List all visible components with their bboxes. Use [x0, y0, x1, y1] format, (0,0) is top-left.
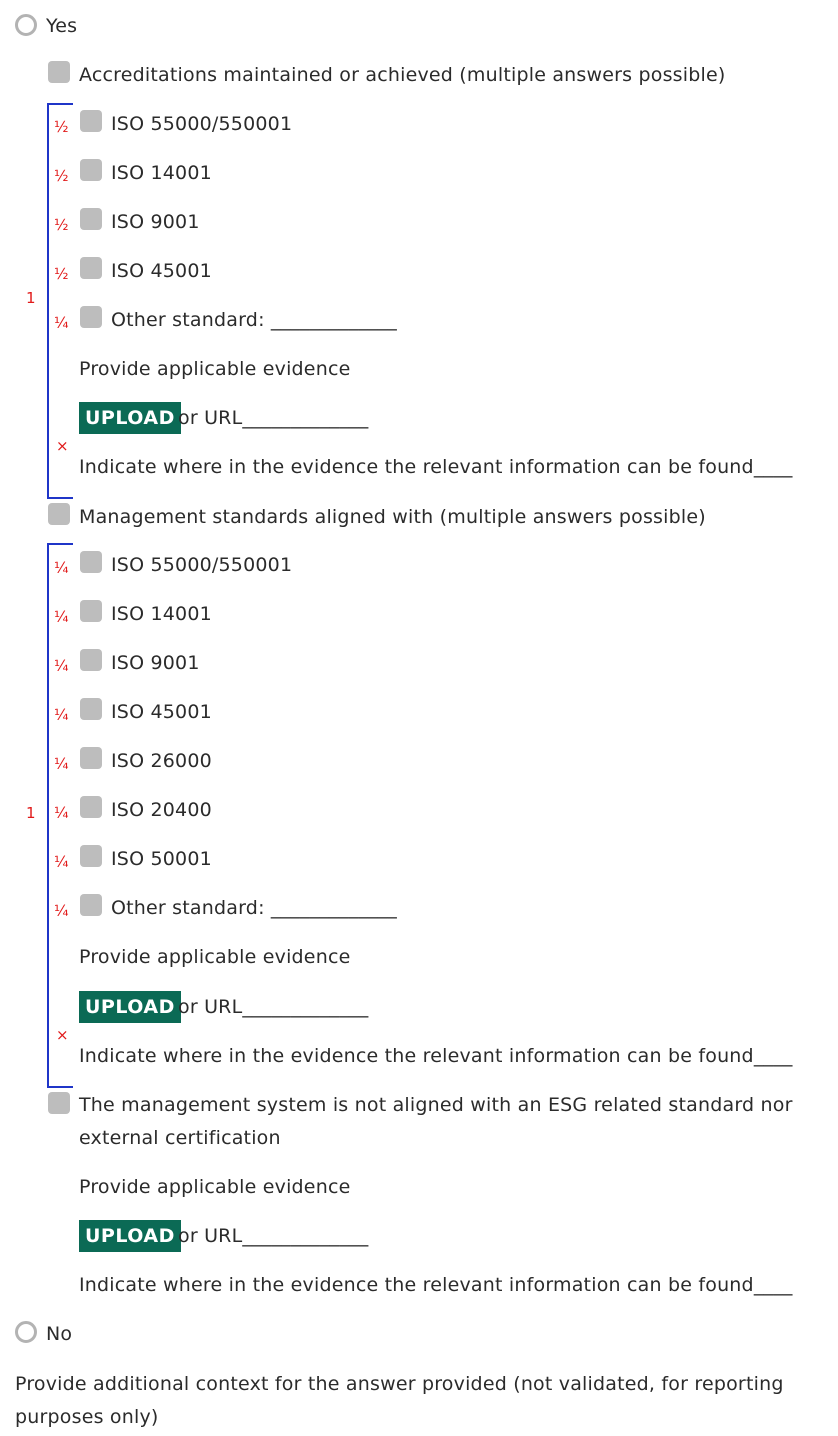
option-label: ISO 26000 — [111, 750, 212, 772]
no-label: No — [46, 1323, 73, 1345]
indicate-location-field[interactable]: Indicate where in the evidence the relevant information can be found____ — [79, 456, 793, 478]
yes-radio[interactable] — [15, 14, 37, 36]
checkbox-iso-55000[interactable] — [80, 110, 102, 132]
checkbox-iso-20400[interactable] — [80, 796, 102, 818]
checkbox-iso-9001[interactable] — [80, 649, 102, 671]
option-label: ISO 9001 — [111, 652, 200, 674]
score-fraction: ¼ — [54, 853, 69, 871]
yes-label: Yes — [46, 15, 78, 37]
accreditations-group-score: 1 — [26, 289, 36, 307]
upload-button[interactable]: UPLOAD — [79, 991, 181, 1023]
score-fraction: ¼ — [54, 804, 69, 822]
checkbox-iso-26000[interactable] — [80, 747, 102, 769]
option-label: ISO 20400 — [111, 799, 212, 821]
option-label: ISO 55000/550001 — [111, 113, 293, 135]
not-aligned-label: The management system is not aligned with an ESG related standard nor external certification — [79, 1094, 793, 1149]
indicate-location-field[interactable]: Indicate where in the evidence the relevant information can be found____ — [79, 1274, 793, 1296]
score-fraction: ¼ — [54, 608, 69, 626]
accreditations-checkbox[interactable] — [48, 61, 70, 83]
evidence-label: Provide applicable evidence — [79, 358, 351, 380]
option-label: ISO 55000/550001 — [111, 554, 293, 576]
management-standards-checkbox[interactable] — [48, 503, 70, 525]
management-group-score: 1 — [26, 804, 36, 822]
indicate-location-field[interactable]: Indicate where in the evidence the relevant information can be found____ — [79, 1045, 793, 1067]
option-label: ISO 14001 — [111, 603, 212, 625]
url-field[interactable]: or URL_____________ — [178, 407, 369, 429]
checkbox-iso-45001[interactable] — [80, 698, 102, 720]
checkbox-iso-45001[interactable] — [80, 257, 102, 279]
score-fraction: ¼ — [54, 706, 69, 724]
checkbox-other-standard[interactable] — [80, 894, 102, 916]
score-fraction: ¼ — [54, 314, 69, 332]
accreditations-label: Accreditations maintained or achieved (multiple answers possible) — [79, 64, 726, 86]
additional-context-label: Provide additional context for the answer provided (not validated, for reporting purposes only) — [15, 1373, 784, 1428]
evidence-label: Provide applicable evidence — [79, 1176, 351, 1198]
option-label: ISO 45001 — [111, 701, 212, 723]
score-fraction: ¼ — [54, 657, 69, 675]
score-fraction: ¼ — [54, 755, 69, 773]
score-fraction: ½ — [54, 118, 69, 136]
checkbox-iso-55000[interactable] — [80, 551, 102, 573]
option-label[interactable]: Other standard: _____________ — [111, 897, 398, 919]
not-aligned-checkbox[interactable] — [48, 1092, 70, 1114]
checkbox-iso-9001[interactable] — [80, 208, 102, 230]
checkbox-iso-14001[interactable] — [80, 159, 102, 181]
option-label: ISO 45001 — [111, 260, 212, 282]
upload-button[interactable]: UPLOAD — [79, 402, 181, 434]
score-fraction: ¼ — [54, 902, 69, 920]
evidence-label: Provide applicable evidence — [79, 946, 351, 968]
option-label: ISO 50001 — [111, 848, 212, 870]
option-label: ISO 9001 — [111, 211, 200, 233]
checkbox-other-standard[interactable] — [80, 306, 102, 328]
option-label: ISO 14001 — [111, 162, 212, 184]
management-error-mark: × — [56, 1026, 69, 1044]
score-fraction: ½ — [54, 167, 69, 185]
checkbox-iso-14001[interactable] — [80, 600, 102, 622]
no-radio[interactable] — [15, 1321, 37, 1343]
url-field[interactable]: or URL_____________ — [178, 996, 369, 1018]
checkbox-iso-50001[interactable] — [80, 845, 102, 867]
accreditations-error-mark: × — [56, 437, 69, 455]
option-label[interactable]: Other standard: _____________ — [111, 309, 398, 331]
upload-button[interactable]: UPLOAD — [79, 1220, 181, 1252]
score-fraction: ½ — [54, 265, 69, 283]
score-fraction: ½ — [54, 216, 69, 234]
url-field[interactable]: or URL_____________ — [178, 1225, 369, 1247]
score-fraction: ¼ — [54, 559, 69, 577]
management-standards-label: Management standards aligned with (multiple answers possible) — [79, 506, 706, 528]
